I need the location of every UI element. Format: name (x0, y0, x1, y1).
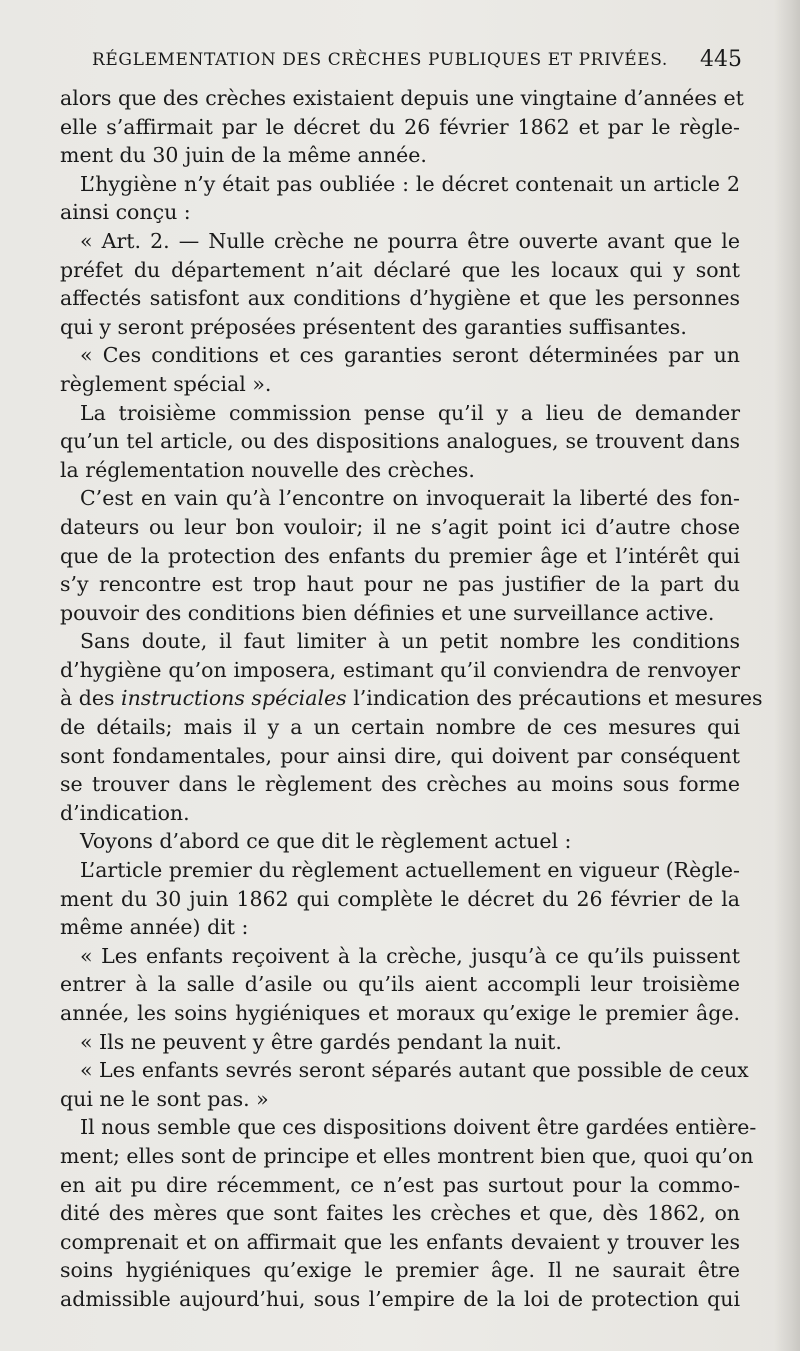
text-line: Il nous semble que ces dispositions doivent être gardées entière- (80, 1115, 757, 1140)
text-line: d’hygiène qu’on imposera, estimant qu’il conviendra de renvoyer (60, 657, 740, 682)
text-line: préfet du département n’ait déclaré que les locaux qui y sont (60, 257, 740, 282)
text-line: règlement spécial ». (60, 371, 272, 396)
running-title: RÉGLEMENTATION DES CRÈCHES PUBLIQUES ET PRIVÉES. (92, 50, 668, 70)
text-line: pouvoir des conditions bien définies et une surveillance active. (60, 600, 715, 625)
text-line: en ait pu dire récemment, ce n’est pas surtout pour la commo- (60, 1172, 740, 1197)
text-line: L’article premier du règlement actuellement en vigueur (Règle- (80, 858, 740, 883)
text-line: elle s’affirmait par le décret du 26 février 1862 et par le règle- (60, 114, 740, 139)
text-line: « Ces conditions et ces garanties seront déterminées par un (80, 343, 740, 368)
text-line: dité des mères que sont faites les crèches et que, dès 1862, on (60, 1201, 740, 1226)
text-line: s’y rencontre est trop haut pour ne pas justifier de la part du (60, 572, 740, 597)
italic-phrase: instructions spéciales (121, 686, 347, 711)
text-line: affectés satisfont aux conditions d’hygiène et que les personnes (60, 286, 740, 311)
text-line: « Les enfants sevrés seront séparés autant que possible de ceux (80, 1058, 749, 1083)
page-number: 445 (700, 47, 742, 72)
text-line: ment; elles sont de principe et elles montrent bien que, quoi qu’on (60, 1143, 754, 1168)
text-line: que de la protection des enfants du premier âge et l’intérêt qui (60, 543, 740, 568)
text-line: « Les enfants reçoivent à la crèche, jusqu’à ce qu’ils puissent (80, 943, 740, 968)
text-line: se trouver dans le règlement des crèches au moins sous forme (60, 772, 740, 797)
text-line: ment du 30 juin 1862 qui complète le décret du 26 février de la (60, 886, 740, 911)
text-line: soins hygiéniques qu’exige le premier âge. Il ne saurait être (60, 1258, 740, 1283)
text-line: qu’un tel article, ou des dispositions analogues, se trouvent dans (60, 429, 740, 454)
page-header (92, 44, 742, 76)
page-edge-shadow (774, 0, 800, 1351)
text-line: ment du 30 juin de la même année. (60, 143, 427, 168)
text-line: L’hygiène n’y était pas oubliée : le décret contenait un article 2 (80, 171, 740, 196)
text-line: même année) dit : (60, 915, 249, 940)
body-text (60, 84, 763, 1314)
text-segment: à des (60, 686, 115, 711)
text-segment: l’indication des précautions et mesures (353, 686, 763, 711)
text-line: « Art. 2. — Nulle crèche ne pourra être ouverte avant que le (80, 228, 740, 253)
text-line: La troisième commission pense qu’il y a lieu de demander (80, 400, 740, 425)
text-line: dateurs ou leur bon vouloir; il ne s’agit point ici d’autre chose (60, 514, 740, 539)
text-line: de détails; mais il y a un certain nombre de ces mesures qui (60, 715, 740, 740)
text-line: la réglementation nouvelle des crèches. (60, 457, 475, 482)
text-line: alors que des crèches existaient depuis une vingtaine d’années et (60, 86, 744, 110)
text-line: comprenait et on affirmait que les enfants devaient y trouver les (60, 1229, 740, 1254)
text-line: année, les soins hygiéniques et moraux qu’exige le premier âge. (60, 1001, 740, 1025)
text-line: admissible aujourd’hui, sous l’empire de la loi de protection qui (60, 1286, 740, 1311)
text-line: d’indication. (60, 800, 190, 825)
text-line: Voyons d’abord ce que dit le règlement actuel : (80, 829, 572, 854)
text-line: entrer à la salle d’asile ou qu’ils aient accompli leur troisième (60, 972, 740, 997)
text-line: « Ils ne peuvent y être gardés pendant la nuit. (80, 1029, 562, 1054)
text-line: qui y seront préposées présentent des garanties suffisantes. (60, 314, 687, 339)
text-line: sont fondamentales, pour ainsi dire, qui doivent par conséquent (60, 743, 740, 768)
text-line: C’est en vain qu’à l’encontre on invoquerait la liberté des fon- (80, 486, 740, 511)
text-line: Sans doute, il faut limiter à un petit nombre les conditions (80, 629, 740, 654)
text-line-with-italic (60, 684, 763, 713)
text-line: ainsi conçu : (60, 200, 191, 225)
text-line: qui ne le sont pas. » (60, 1086, 269, 1111)
